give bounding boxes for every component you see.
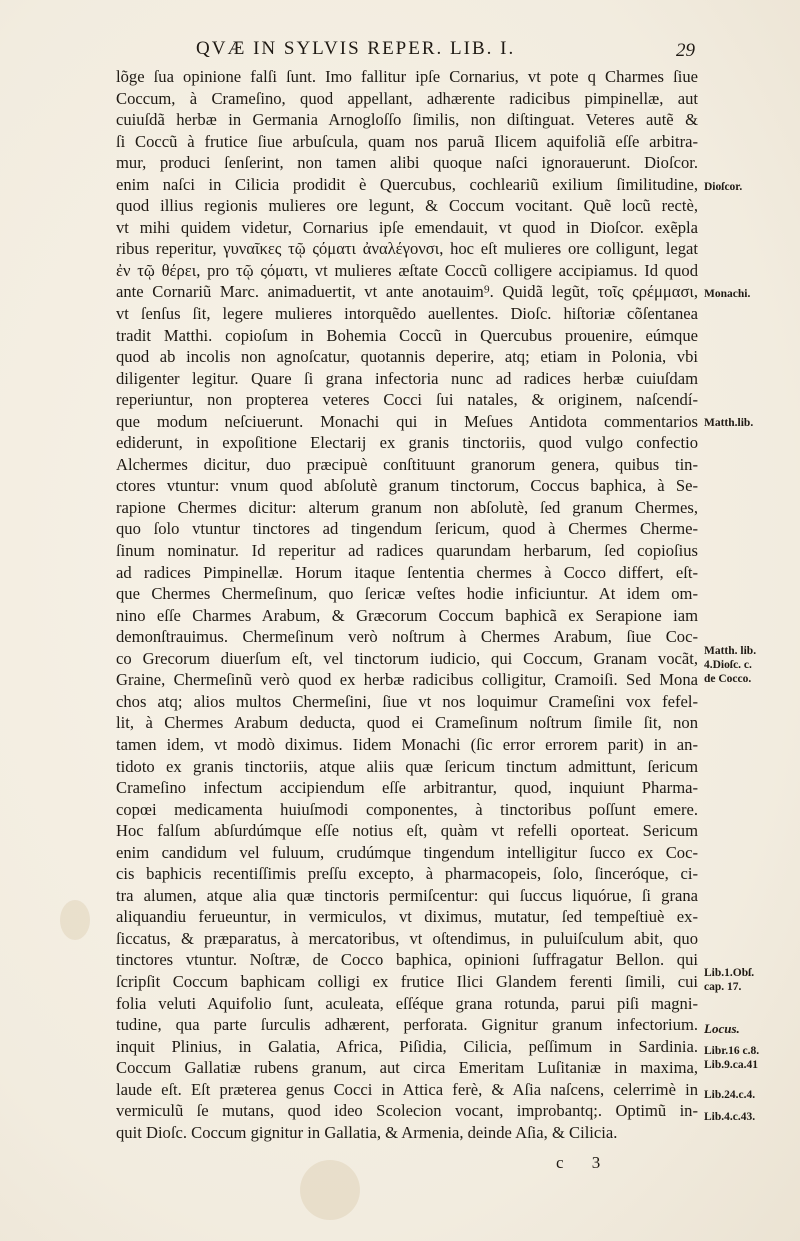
text-line: Graine, Chermeſinũ verò quod ex herbæ radicibus colligitur, Cramoiſi. Sed Mona bbox=[116, 670, 698, 690]
marginal-note-lib24: Lib.24.c.4. bbox=[704, 1089, 756, 1101]
marginal-note bbox=[704, 180, 796, 194]
marginal-note bbox=[704, 644, 796, 686]
text-line: co Grecorum diuerſum eſt, vel tinctorum iudicio, qui Coccum, Granam vocãt, bbox=[116, 648, 698, 668]
marginal-note-lib9: Lib.9.ca.41 bbox=[704, 1059, 758, 1071]
text-line: que modum neſciuerunt. Monachi qui in Meſues Antidota commentarios bbox=[116, 411, 698, 431]
running-title: QVÆ IN SYLVIS REPER. LIB. I. bbox=[196, 38, 516, 59]
text-line: ctores vtuntur: vnum quod abſolutè granum tinctorum, Coccus baphica, à Se- bbox=[116, 476, 698, 496]
text-line: tradit Matthi. copioſum in Bohemia Coccũ in Quercubus prouenire, eúmque bbox=[116, 325, 698, 345]
text-line: aliquandiu ferueuntur, in vermiculos, vt diximus, mutatur, ſed tempeſtiuè ex- bbox=[116, 907, 698, 927]
marginal-note bbox=[704, 287, 796, 301]
marginal-note-matth-lib: Matth. lib. bbox=[704, 645, 757, 657]
text-line: Crameſino infectum accipiendum eſſe arbitrantur, quod, inquiunt Pharma- bbox=[116, 778, 698, 798]
text-line: tamen idem, vt modò diximus. Iidem Monachi (ſic error errorem parit) in an- bbox=[116, 734, 698, 754]
text-line: cuiuſdã herbæ in Germania Arnogloſſo ſimilis, non diſtinguat. Veteres autẽ & bbox=[116, 110, 698, 130]
paper-stain bbox=[300, 1160, 360, 1220]
text-line: tinctores vtuntur. Noſtræ, de Cocco baphica, opinioni ſuffragatur Bellon. qui bbox=[116, 950, 698, 970]
text-line: inquit Plinius, in Galatia, Africa, Piſidia, Cilicia, peſſimum in Sardinia. bbox=[116, 1036, 698, 1056]
text-line: quit Dioſc. Coccum gignitur in Gallatia, & Armenia, deinde Aſia, & Cilicia. bbox=[116, 1122, 618, 1142]
text-line: quod ab incolis non agnoſcatur, quotannis deperire, atq; etiam in Polonia, vbi bbox=[116, 347, 698, 367]
text-line: que Chermes Chermeſinum, quo ſericæ veſtes hodie inficiuntur. At idem om- bbox=[116, 584, 698, 604]
text-line: tra alumen, atque alia quæ tinctoris permiſcentur: qui ſuccus liquórue, ſi grana bbox=[116, 885, 698, 905]
text-line: copœi medicamenta huiuſmodi componentes, à tinctoribus poſſunt emere. bbox=[116, 799, 698, 819]
text-line: ad radices Pimpinellæ. Horum itaque ſententia chermes à Cocco differt, eſt- bbox=[116, 562, 698, 582]
text-line: ſi Coccũ à frutice ſiue arbuſcula, quam nos paruã Ilicem aquifoliã eſſe arbitra- bbox=[116, 131, 698, 151]
text-line: chos atq; alios multos Chermeſini, ſiue vt nos loquimur Crameſini vox fefel- bbox=[116, 691, 698, 711]
marginal-note-locus: Locus. bbox=[704, 1021, 740, 1036]
text-line: Coccum, à Crameſino, quod appellant, adhærente radicibus pimpinellæ, aut bbox=[116, 88, 698, 108]
text-line: ediderunt, in expoſitione Electarij ex granis tinctoriis, quod vulgo confectio bbox=[116, 433, 698, 453]
text-line: quod illius regionis mulieres ore legunt, & Coccum vocitant. Quẽ locũ rectè, bbox=[116, 196, 698, 216]
text-line: lit, à Chermes Arabum deducta, quod ei Crameſinum noſtrum ſimile ſit, non bbox=[116, 713, 698, 733]
text-line: tudine, qua parte ſurculis adhærent, perforata. Gignitur granum infectorium. bbox=[116, 1015, 698, 1035]
marginal-note-lib4: Lib.4.c.43. bbox=[704, 1111, 756, 1123]
text-line: vt ſenſus ſit, legere mulieres intorquẽdo auellentes. Dioſc. hiſtoriæ cõſentanea bbox=[116, 304, 698, 324]
text-line: Hoc falſum abſurdúmque eſſe notius eſt, quàm vt refelli oporteat. Sericum bbox=[116, 821, 698, 841]
text-line: laude eſt. Eſt præterea genus Cocci in Attica ferè, & Aſia naſcens, celerrimè in bbox=[116, 1079, 698, 1099]
text-line: diligenter legitur. Quare ſi grana infectoria nunc ad radices herbæ cuiuſdam bbox=[116, 368, 698, 388]
marginal-note-obs: Lib.1.Obſ. bbox=[704, 967, 755, 979]
text-line: ſinum nominatur. Id reperitur ad radices quarundam herbarum, ſed copioſius bbox=[116, 541, 698, 561]
text-line: enim naſci in Cilicia prodidit è Quercubus, cochleariũ exilium ſimilitudine, bbox=[116, 174, 698, 194]
marginal-note-de-cocco: de Cocco. bbox=[704, 673, 752, 685]
marginal-note-cap: cap. 17. bbox=[704, 981, 742, 993]
text-line: vermiculũ ſe mutans, quod ideo Scolecion vocant, improbantq;. Optimũ in- bbox=[116, 1101, 698, 1121]
page-number: 29 bbox=[676, 40, 695, 61]
marginal-note bbox=[704, 416, 796, 430]
text-line: quo ſolo vtuntur tinctores ad tingendum ſericum, quod à Chermes Cherme- bbox=[116, 519, 698, 539]
text-line: vt mihi quidem videtur, Cornarius ipſe emendauit, vt quod in Dioſcor. exẽpla bbox=[116, 217, 698, 237]
text-line: tidoto ex granis tinctoriis, atque aliis quæ ſericum tinctum admittunt, ſericum bbox=[116, 756, 698, 776]
marginal-note-libr16: Libr.16 c.8. bbox=[704, 1045, 760, 1057]
marginal-note-monachi: Monachi. bbox=[704, 288, 751, 300]
marginal-note bbox=[704, 1110, 796, 1124]
text-line: mur, produci ſenſerint, non tamen alibi quoque naſci ignorauerunt. Dioſcor. bbox=[116, 153, 698, 173]
text-line: Coccum Gallatiæ rubens granum, aut circa Emeritam Luſitaniæ in maxima, bbox=[116, 1058, 698, 1078]
text-line: folia veluti Aquifolio ſunt, aculeata, eſſéque grana rotunda, parui piſi magni- bbox=[116, 993, 698, 1013]
marginal-note bbox=[704, 1022, 796, 1036]
text-line: ante Cornariũ Marc. animaduertit, vt ante anotauim⁹. Quidã legũt, τοῖς ςρέμμασι, bbox=[116, 282, 698, 302]
text-line: ribus reperitur, γυναῖκες τῷ ςόματι ἀναλέγονσι, hoc eſt mulieres ore colligunt, legat bbox=[116, 239, 698, 259]
text-line: ſcripſit Coccum baphicam colligi ex frutice Ilici Glandem ferenti ſimili, cui bbox=[116, 971, 698, 991]
text-line: reperiuntur, non propterea veteres Cocci ſui natales, & originem, naſcendí- bbox=[116, 390, 698, 410]
marginal-note-matth: Matth.lib. bbox=[704, 417, 754, 429]
main-text-block bbox=[116, 66, 698, 1143]
text-line: cis baphicis recentiſſimis preſſu excepto, à pharmacopeis, ſolo, ſinceróque, ci- bbox=[116, 864, 698, 884]
text-line: demonſtrauimus. Chermeſinum verò noſtrum à Chermes Arabum, ſiue Coc- bbox=[116, 627, 698, 647]
text-line: ἐν τῷ θέρει, pro τῷ ςόματι, vt mulieres æſtate Coccũ colligere accipiamus. Id quod bbox=[116, 260, 698, 280]
paper-stain bbox=[60, 900, 90, 940]
text-line: Alchermes dicitur, duo præcipuè conſtituunt granorum genera, quibus tin- bbox=[116, 454, 698, 474]
signature-mark: c 3 bbox=[556, 1153, 613, 1172]
marginal-note bbox=[704, 966, 796, 994]
marginal-note bbox=[704, 1044, 796, 1072]
marginal-note bbox=[704, 1088, 796, 1102]
text-line: enim candidum vel fuluum, crudúmque tingendum intelligitur ſucco ex Coc- bbox=[116, 842, 698, 862]
text-line: nino eſſe Charmes Arabum, & Græcorum Coccum baphicã ex Serapione iam bbox=[116, 605, 698, 625]
text-line: ſiccatus, & præparatus, à mercatoribus, vt oſtendimus, in puluiſculum abit, quo bbox=[116, 928, 698, 948]
text-line: lõge ſua opinione falſi ſunt. Imo fallitur ipſe Cornarius, vt pote q Charmes ſiue bbox=[116, 67, 698, 86]
marginal-note-diosc: 4.Dioſc. c. bbox=[704, 659, 752, 671]
text-line: rapione Chermes dicitur: alterum granum non abſolutè, ſed granum Chermes, bbox=[116, 497, 698, 517]
marginal-note-dioscor: Dioſcor. bbox=[704, 181, 743, 193]
